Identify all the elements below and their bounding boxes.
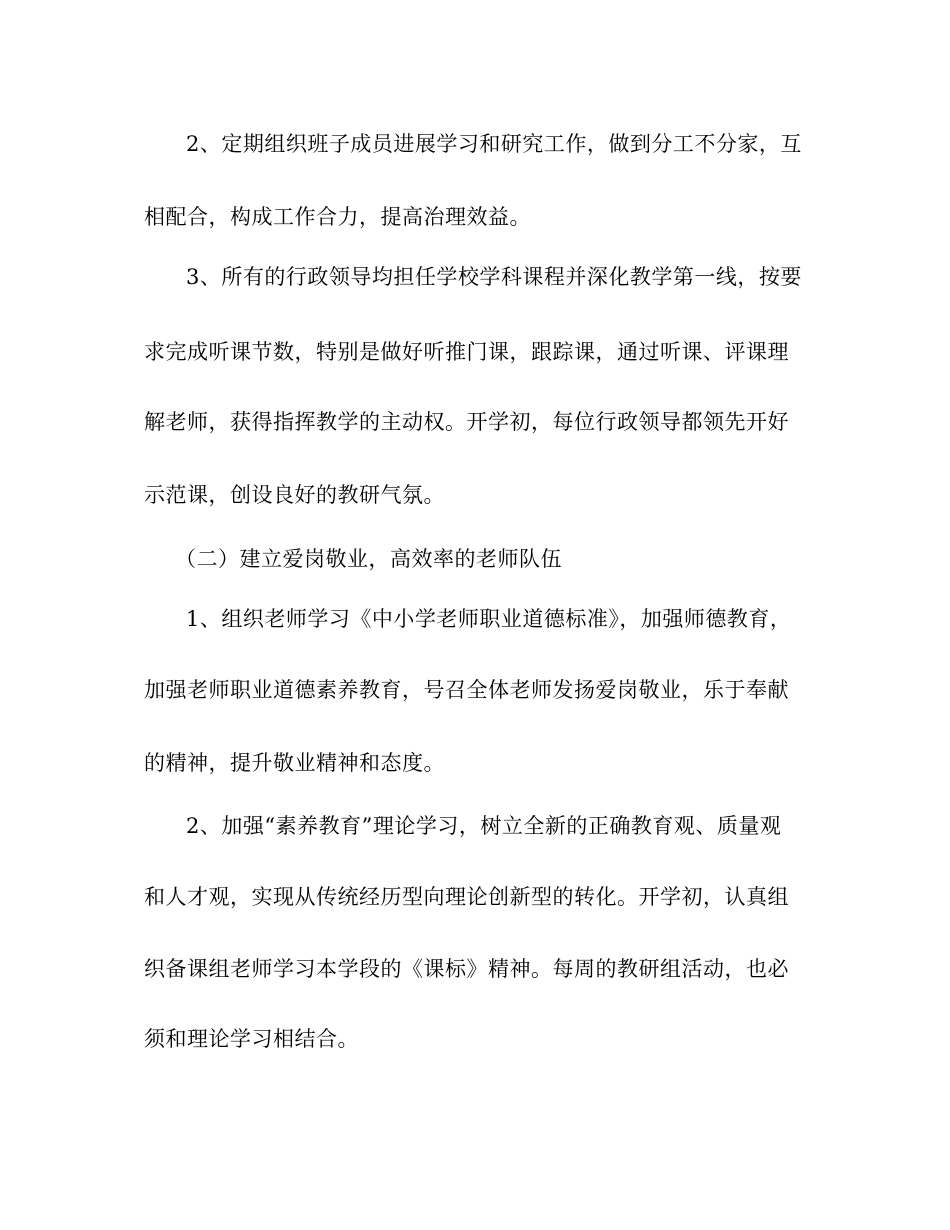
section-heading: （二）建立爱岗敬业，高效率的老师队伍	[175, 547, 562, 571]
paragraph-line: 织备课组老师学习本学段的《课标》精神。每周的教研组活动，也必	[144, 957, 789, 981]
paragraph-line: 2、加强“素养教育”理论学习，树立全新的正确教育观、质量观	[186, 814, 782, 838]
paragraph-line: 加强老师职业道德素养教育，号召全体老师发扬爱岗敬业，乐于奉献	[144, 678, 789, 702]
paragraph-line: 相配合，构成工作合力，提高治理效益。	[144, 205, 531, 229]
paragraph-line: 2、定期组织班子成员进展学习和研究工作，做到分工不分家，互	[186, 132, 802, 156]
paragraph-line: 解老师，获得指挥教学的主动权。开学初，每位行政领导都领先开好	[144, 410, 789, 434]
paragraph-line: 的精神，提升敬业精神和态度。	[144, 751, 445, 775]
paragraph-line: 求完成听课节数，特别是做好听推门课，跟踪课，通过听课、评课理	[144, 340, 789, 364]
paragraph-line: 1、组织老师学习《中小学老师职业道德标准》，加强师德教育，	[186, 607, 792, 631]
paragraph-line: 示范课，创设良好的教研气氛。	[144, 483, 445, 507]
paragraph-line: 和人才观，实现从传统经历型向理论创新型的转化。开学初，认真组	[144, 885, 789, 909]
paragraph-line: 须和理论学习相结合。	[144, 1027, 359, 1051]
paragraph-line: 3、所有的行政领导均担任学校学科课程并深化教学第一线，按要	[186, 265, 802, 289]
